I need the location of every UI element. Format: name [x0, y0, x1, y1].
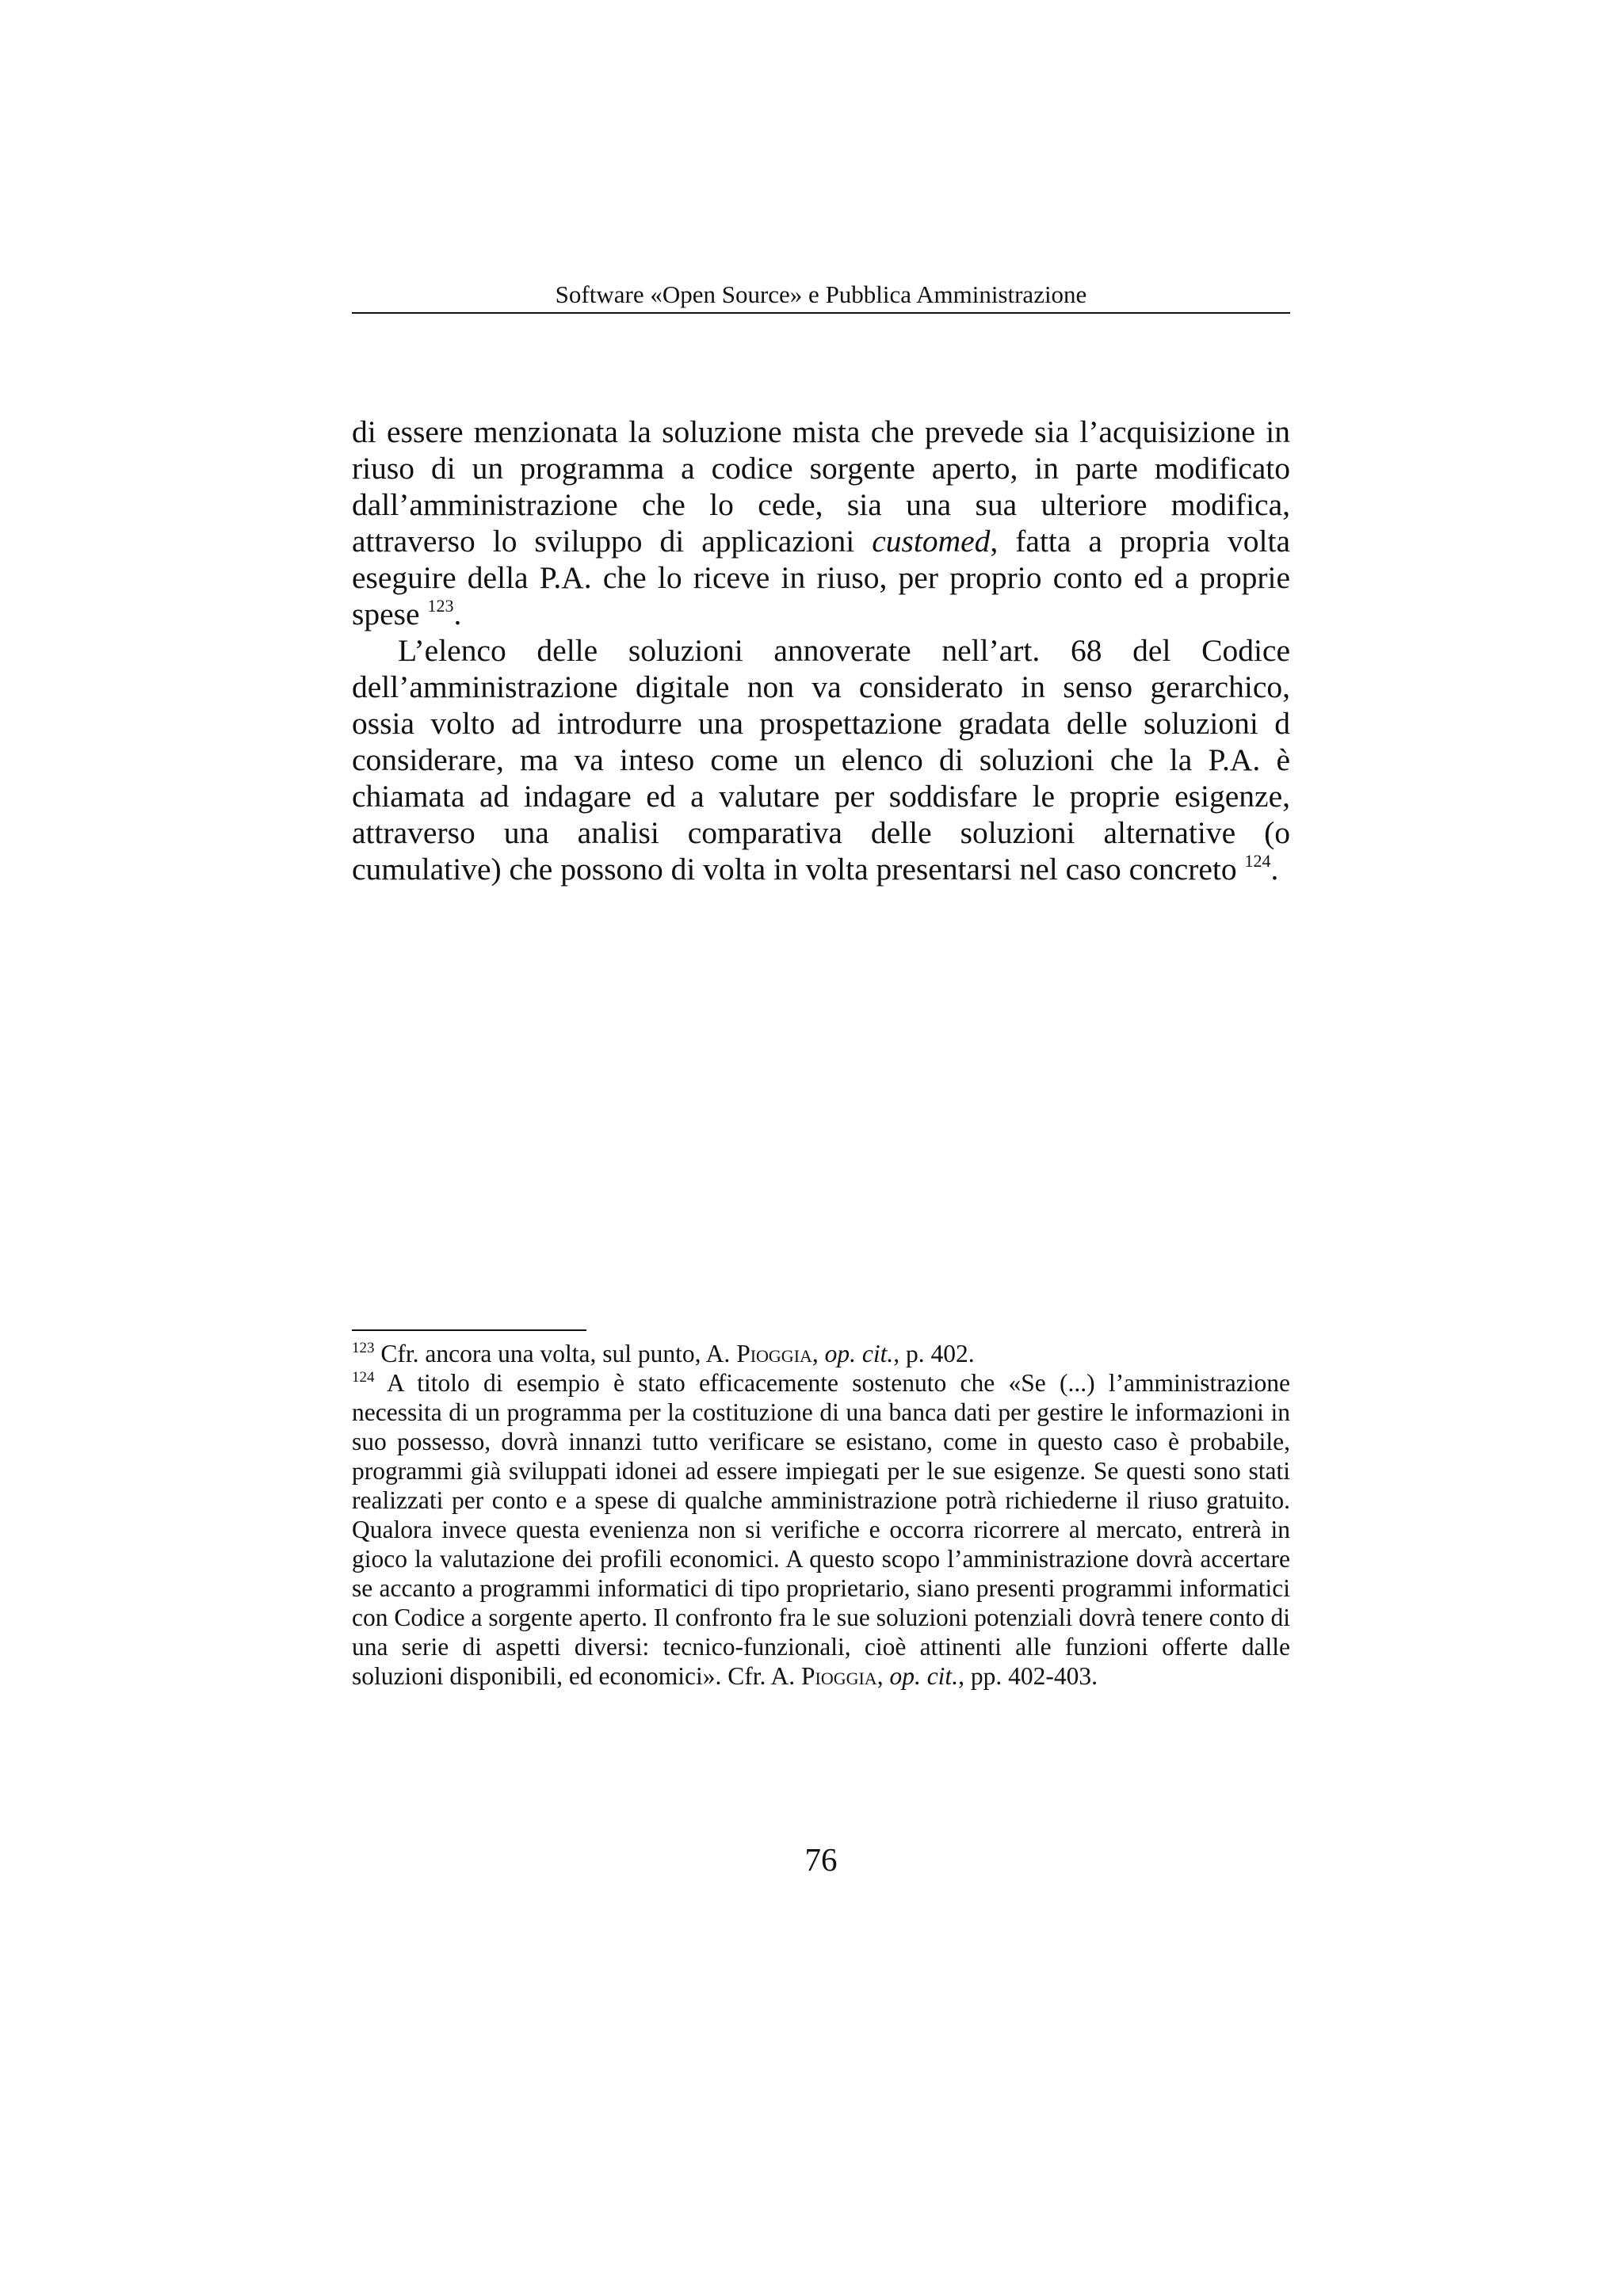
footnote-text: ,: [812, 1340, 825, 1367]
footnote-ref[interactable]: 124: [1244, 851, 1271, 871]
footnote-124: [352, 1368, 1290, 1691]
footnotes: [352, 1339, 1290, 1691]
footnote-author: Pioggia: [800, 1662, 877, 1690]
paragraph-text: , fatta a propria volta eseguire della P.A. che lo riceve in riuso, per proprio conto ed a proprie spese: [352, 524, 1290, 631]
paragraph-text: di essere menzionata la soluzione mista che prevede sia l’acquisizione in riuso di un programma a codice sorgente aperto, in parte modificato dall’amministrazione che lo cede, sia una sua ulteriore modifica, attraverso lo sviluppo di applicazioni: [352, 414, 1290, 559]
footnote-text: , pp. 402-403.: [958, 1662, 1098, 1690]
footnote-number: 124: [352, 1369, 375, 1386]
body-text: [352, 414, 1290, 887]
footnote-text: , p. 402.: [893, 1340, 975, 1367]
footnote-number: 123: [352, 1340, 375, 1356]
footnote-text: ,: [876, 1662, 890, 1690]
italic-term: customed: [872, 524, 991, 559]
paragraph-end: .: [453, 597, 462, 631]
page-number: 76: [804, 1841, 838, 1878]
paragraph-text: L’elenco delle soluzioni annoverate nell’art. 68 del Codice dell’amministrazione digitale non va considerato in senso gerarchico, ossia volto ad introdurre una prospettazione gradata delle soluzioni d considerare, ma va inteso come un elenco di soluzioni che la P.A. è chiamata ad indagare ed a valutare per soddisfare le proprie esigenze, attraverso una analisi comparativa delle soluzioni alternative (o cumulative) che possono di volta in volta presentarsi nel caso concreto: [352, 633, 1290, 887]
paragraph-end: .: [1270, 852, 1279, 887]
footnote-123: [352, 1339, 1290, 1368]
paragraph: [352, 632, 1290, 887]
footnote-ref[interactable]: 123: [427, 596, 454, 616]
footnote-citation: op. cit.: [824, 1340, 894, 1367]
footnote-separator: [352, 1329, 586, 1331]
header-rule: [352, 312, 1290, 314]
paragraph: [352, 414, 1290, 632]
footnote-text: Cfr. ancora una volta, sul punto, A.: [374, 1340, 737, 1367]
running-head: Software «Open Source» e Pubblica Amministrazione: [555, 280, 1087, 308]
footnote-citation: op. cit.: [889, 1662, 959, 1690]
footnote-text: A titolo di esempio è stato efficacemente sostenuto che «Se (...) l’amministrazione necessita di un programma per la costituzione di una banca dati per gestire le informazioni in suo possesso, dovrà innanzi tutto verificare se esistano, come in questo caso è probabile, programmi già sviluppati idonei ad essere impiegati per le sue esigenze. Se questi sono stati realizzati per conto e a spese di qualche amministrazione potrà richiederne il riuso gratuito. Qualora invece questa evenienza non si verifiche e occorra ricorrere al mercato, entrerà in gioco la valutazione dei profili economici. A questo scopo l’amministrazione dovrà accertare se accanto a programmi informatici di tipo proprietario, siano presenti programmi informatici con Codice a sorgente aperto. Il confronto fra le sue soluzioni potenziali dovrà tenere conto di una serie di aspetti diversi: tecnico-funzionali, cioè attinenti alle funzioni offerte dalle soluzioni disponibili, ed economici». Cfr. A.: [352, 1369, 1290, 1690]
footnote-author: Pioggia: [736, 1340, 812, 1367]
